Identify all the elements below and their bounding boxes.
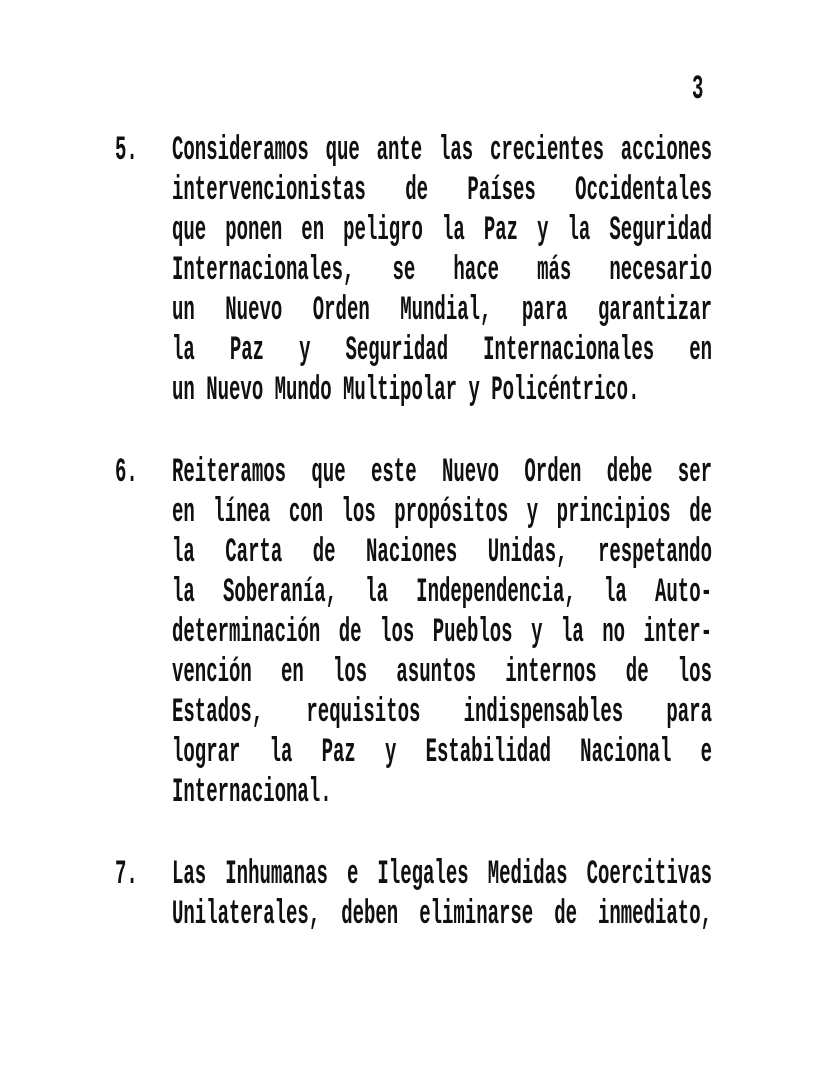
page-number <box>692 69 716 109</box>
text-line-content: determinación de los Pueblos y la no inter- <box>172 612 712 652</box>
text-line-content: lograr la Paz y Estabilidad Nacional e <box>172 732 712 772</box>
paragraph-number <box>115 854 172 894</box>
paragraph-lines <box>172 130 712 410</box>
text-line-content: Estados, requisitos indispensables para <box>172 692 712 732</box>
text-line-content: la Soberanía, la Independencia, la Auto- <box>172 572 712 612</box>
paragraph-number <box>115 130 172 170</box>
paragraph-lines <box>172 452 712 812</box>
text-line-content: la Carta de Naciones Unidas, respetando <box>172 532 712 572</box>
paragraph-number-label: 5. <box>115 130 138 170</box>
page-number-label: 3 <box>692 69 704 109</box>
text-line-content: un Nuevo Orden Mundial, para garantizar <box>172 290 712 330</box>
paragraph-number <box>115 452 172 492</box>
text-line <box>172 772 712 812</box>
text-line-content: en línea con los propósitos y principios de <box>172 492 712 532</box>
paragraph <box>115 130 712 410</box>
document-body <box>115 130 712 934</box>
text-line-content: Las Inhumanas e Ilegales Medidas Coercitivas <box>172 854 712 894</box>
text-line-content: que ponen en peligro la Paz y la Seguridad <box>172 210 712 250</box>
paragraph <box>115 854 712 934</box>
text-line-content: Reiteramos que este Nuevo Orden debe ser <box>172 452 712 492</box>
paragraph-number-label: 7. <box>115 854 138 894</box>
paragraph <box>115 452 712 812</box>
text-line-content: Internacional. <box>172 772 332 812</box>
paragraph-number-label: 6. <box>115 452 138 492</box>
text-line-content: la Paz y Seguridad Internacionales en <box>172 330 712 370</box>
text-line <box>172 370 712 410</box>
paragraph-lines <box>172 854 712 934</box>
text-line-content: intervencionistas de Países Occidentales <box>172 170 712 210</box>
text-line <box>172 894 712 934</box>
text-line-content: Unilaterales, deben eliminarse de inmediato, <box>172 894 712 934</box>
text-line-content: Consideramos que ante las crecientes acciones <box>172 130 712 170</box>
text-line-content: vención en los asuntos internos de los <box>172 652 712 692</box>
text-line-content: Internacionales, se hace más necesario <box>172 250 712 290</box>
text-line-content: un Nuevo Mundo Multipolar y Policéntrico. <box>172 370 640 410</box>
